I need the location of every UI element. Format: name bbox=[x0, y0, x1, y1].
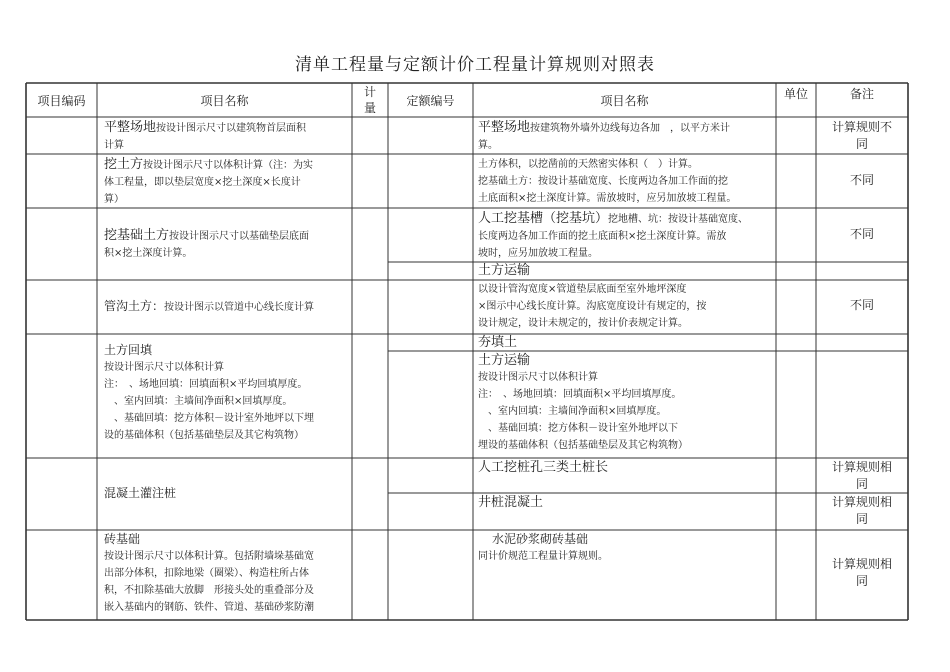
row2-left-head: 挖土方 bbox=[104, 157, 144, 172]
row5-left-text-5: 设的基础体积（包括基础垫层及其它构筑物） bbox=[104, 430, 304, 441]
row6-right-a-text: 人工挖桩孔三类土桩长 bbox=[478, 460, 609, 475]
row5-left bbox=[104, 342, 350, 444]
row5-right-text-3: 、室内回填：主墙间净面积×回填厚度。 bbox=[478, 406, 667, 417]
row7-right-head: 水泥砂浆砌砖基础 bbox=[492, 532, 589, 546]
row5-right-top-text: 夯填土 bbox=[478, 335, 518, 350]
row2-left-text-2: 体工程量，即以垫层宽度×挖土深度×长度计 bbox=[104, 177, 301, 188]
header-qty-line2: 量 bbox=[363, 101, 376, 115]
row2-right-text-3: 土底面积×挖土深度计算。需放坡时，应另加放坡工程量。 bbox=[478, 193, 737, 204]
row7-remark-2: 同 bbox=[855, 574, 868, 588]
row3-right-sub bbox=[478, 262, 774, 279]
row3-right bbox=[478, 210, 774, 262]
row6-remark-b bbox=[816, 494, 908, 528]
row3-right-text-2: 长度两边各加工作面的挖土底面积×挖土深度计算。需放 bbox=[478, 231, 727, 242]
row2-right-text-1: 土方体积，以挖凿前的天然密实体积（ ）计算。 bbox=[478, 159, 698, 170]
row3-left bbox=[104, 227, 350, 262]
row5-right-head: 土方运输 bbox=[478, 353, 531, 368]
header-code: 项目编码 bbox=[37, 94, 86, 108]
row3-right-text-3: 坡时，应另加放坡工程量。 bbox=[478, 248, 598, 259]
header-qty bbox=[352, 84, 388, 116]
row3-left-text-2: 积×挖土深度计算。 bbox=[104, 248, 193, 259]
row6-left-head: 混凝土灌注桩 bbox=[104, 486, 177, 500]
row7-left bbox=[104, 531, 350, 616]
row7-left-text-1: 按设计图示尺寸以体积计算。包括附墙垛基础宽 bbox=[104, 551, 314, 562]
row7-left-text-3: 积，不扣除基础大放脚 形接头处的重叠部分及 bbox=[104, 585, 314, 596]
header-name2: 项目名称 bbox=[600, 94, 649, 108]
row6-remark-a-2: 同 bbox=[855, 477, 868, 491]
row2-left-text-3: 算） bbox=[104, 194, 124, 205]
row6-remark-a-1: 计算规则相 bbox=[831, 460, 892, 474]
row1-left-head: 平整场地 bbox=[104, 120, 157, 135]
row6-left bbox=[104, 485, 350, 502]
row6-right-b bbox=[478, 494, 774, 511]
row1-right bbox=[478, 119, 774, 154]
row7-left-head: 砖基础 bbox=[104, 532, 141, 546]
row5-right-top bbox=[478, 334, 774, 351]
row6-right-b-text: 井桩混凝土 bbox=[478, 495, 544, 510]
row1-right-head: 平整场地 bbox=[478, 120, 531, 135]
row2-left-text-1: 按设计图示尺寸以体积计算（注：为实 bbox=[143, 160, 314, 171]
row6-remark-b-1: 计算规则相 bbox=[831, 495, 892, 509]
row4-right-text-3: 设计规定，设计未规定的，按计价表规定计算。 bbox=[478, 318, 688, 329]
row3-remark: 不同 bbox=[849, 227, 874, 241]
header-unit: 单位 bbox=[783, 87, 808, 101]
row3-right-text-1: 挖地槽、坑：按设计基础宽度、 bbox=[608, 214, 749, 225]
row5-left-text-3: 、室内回填：主墙间净面积×回填厚度。 bbox=[104, 396, 293, 407]
row7-left-text-4: 嵌入基础内的钢筋、铁件、管道、基础砂浆防潮 bbox=[104, 602, 314, 613]
row5-right-text-5: 埋设的基础体积（包括基础垫层及其它构筑物） bbox=[478, 440, 688, 451]
row4-remark: 不同 bbox=[849, 298, 874, 312]
row1-left bbox=[104, 119, 350, 154]
row1-left-text-2: 计算 bbox=[104, 140, 124, 151]
row7-remark-1: 计算规则相 bbox=[831, 557, 892, 571]
row5-left-head: 土方回填 bbox=[104, 343, 153, 357]
row2-right bbox=[478, 156, 774, 207]
row1-left-text-1: 按设计图示尺寸以建筑物首层面积 bbox=[156, 123, 307, 134]
row4-left-head: 管沟土方： bbox=[104, 299, 165, 313]
row2-left bbox=[104, 156, 350, 208]
row4-left-text-1: 按设计图示以管道中心线长度计算 bbox=[164, 302, 315, 313]
row1-remark-1: 计算规则不 bbox=[831, 120, 892, 134]
row5-right-text-1: 按设计图示尺寸以体积计算 bbox=[478, 372, 598, 383]
row1-right-text-1: 按建筑物外墙外边线每边各加 ，以平方米计 bbox=[530, 123, 731, 134]
row5-right-text-2: 注： 、场地回填：回填面积×平均回填厚度。 bbox=[478, 389, 682, 400]
row1-right-text-2: 算。 bbox=[478, 140, 498, 151]
row4-right-text-1: 以设计管沟宽度×管道垫层底面至室外地坪深度 bbox=[478, 284, 687, 295]
row7-left-text-2: 出部分体积，扣除地梁（圈梁）、构造柱所占体 bbox=[104, 568, 309, 579]
header-remark: 备注 bbox=[849, 87, 874, 101]
row1-remark-2: 同 bbox=[855, 137, 868, 151]
row3-left-head: 挖基础土方 bbox=[104, 228, 170, 243]
page-title: 清单工程量与定额计价工程量计算规则对照表 bbox=[295, 55, 655, 75]
row7-right-text-1: 同计价规范工程量计算规则。 bbox=[478, 551, 608, 562]
row3-right-head: 人工挖基槽（挖基坑） bbox=[478, 211, 609, 226]
row3-right-sub-text: 土方运输 bbox=[478, 263, 531, 278]
header-qty-line1: 计 bbox=[363, 85, 376, 99]
row4-right bbox=[478, 281, 774, 332]
row7-right bbox=[478, 531, 774, 565]
row6-remark-b-2: 同 bbox=[855, 512, 868, 526]
header-name: 项目名称 bbox=[200, 94, 249, 108]
row6-remark-a bbox=[816, 459, 908, 493]
row4-left bbox=[104, 298, 350, 316]
row5-left-text-2: 注： 、场地回填：回填面积×平均回填厚度。 bbox=[104, 379, 308, 390]
row3-left-text-1: 按设计图示尺寸以基础垫层底面 bbox=[169, 231, 310, 242]
row7-remark bbox=[816, 556, 908, 590]
header-quota-code: 定额编号 bbox=[406, 94, 455, 108]
row5-left-text-1: 按设计图示尺寸以体积计算 bbox=[104, 362, 224, 373]
row1-remark bbox=[816, 119, 908, 153]
row5-right-text-4: 、基础回填：挖方体积－设计室外地坪以下 bbox=[478, 423, 678, 434]
row5-left-text-4: 、基础回填：挖方体积－设计室外地坪以下埋 bbox=[104, 413, 314, 424]
row5-right bbox=[478, 352, 774, 454]
row2-remark: 不同 bbox=[849, 173, 874, 187]
row2-right-text-2: 挖基础土方：按设计基础宽度、长度两边各加工作面的挖 bbox=[478, 176, 728, 187]
row4-right-text-2: ×图示中心线长度计算。沟底宽度设计有规定的，按 bbox=[478, 301, 707, 312]
row6-right-a bbox=[478, 459, 774, 476]
